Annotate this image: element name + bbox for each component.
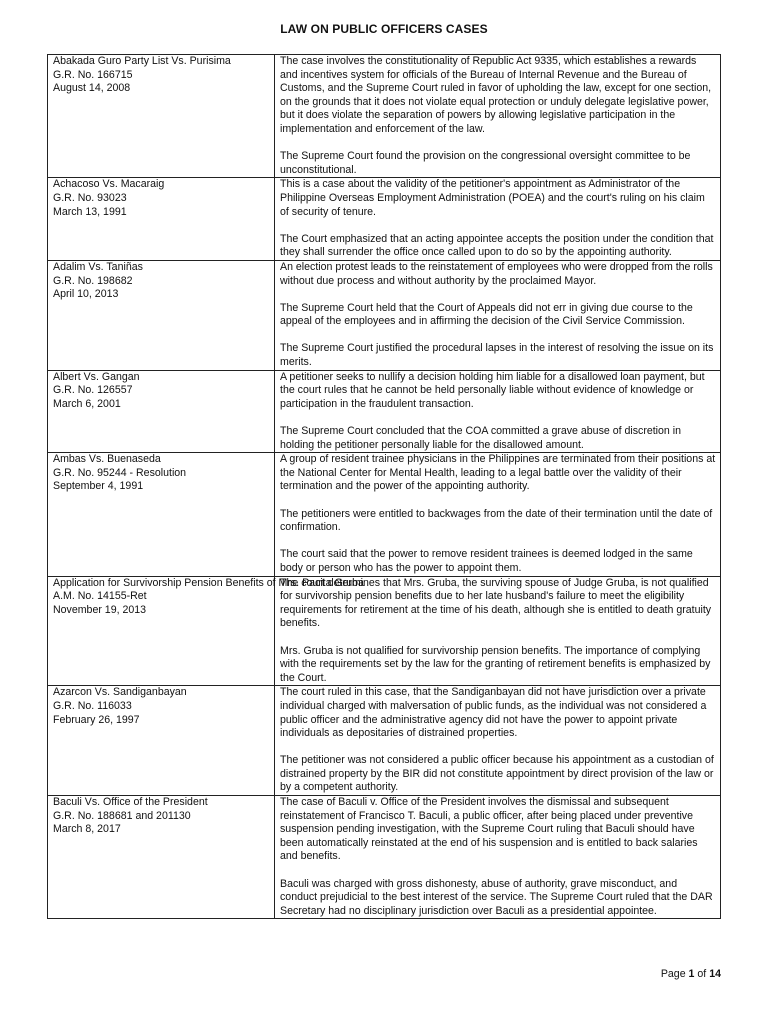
summary-paragraph: An election protest leads to the reinstatement of employees who were dropped from the rolls without due process and without authority by the proclaimed Mayor. — [280, 260, 713, 287]
case-gr: G.R. No. 126557 — [53, 384, 133, 397]
summary-paragraph: The Court emphasized that an acting appointee accepts the position under the condition that they shall surrender the office once called upon to do so by the appointing authority. — [280, 232, 714, 259]
case-date: March 6, 2001 — [53, 397, 121, 410]
page-label: Page — [660, 968, 686, 980]
case-name: Ambas Vs. Buenaseda — [53, 453, 161, 466]
case-summary-cell — [275, 453, 721, 576]
summary-paragraph: The case of Baculi v. Office of the President involves the dismissal and subsequent reinstatement of Francisco T. Baculi, a public officer, after being placed under preventive suspension pending investigation, with the Supreme Court ruling that Baculi should have been automatically reinstated at the end of his suspension and is entitled to back salaries and benefits. — [280, 796, 698, 863]
summary-paragraph: The Supreme Court justified the procedural lapses in the interest of resolving the issue on its merits. — [280, 342, 714, 369]
case-name: Albert Vs. Gangan — [53, 370, 140, 383]
cases-table — [47, 54, 721, 919]
of-label: of — [697, 968, 707, 980]
page-footer — [661, 968, 721, 980]
case-citation-cell — [48, 453, 275, 576]
case-name: Baculi Vs. Office of the President — [53, 796, 208, 809]
case-citation-cell — [48, 370, 275, 453]
case-summary-cell — [275, 686, 721, 796]
case-date: February 26, 1997 — [53, 713, 140, 726]
case-row — [48, 260, 721, 370]
case-date: November 19, 2013 — [53, 603, 147, 616]
case-date: March 13, 1991 — [53, 205, 127, 218]
summary-paragraph: A petitioner seeks to nullify a decision holding him liable for a disallowed loan payment, but the court rules that he cannot be held personally liable without evidence of knowledge or participation in the fraudulent transaction. — [280, 370, 705, 410]
summary-paragraph: The Supreme Court found the provision on the congressional oversight committee to be unconstitutional. — [280, 150, 691, 176]
case-row — [48, 178, 721, 261]
case-summary-cell — [275, 576, 721, 686]
case-summary-cell — [275, 55, 721, 178]
case-gr: A.M. No. 14155-Ret — [53, 590, 147, 603]
case-row — [48, 576, 721, 686]
case-row — [48, 370, 721, 453]
summary-paragraph: Baculi was charged with gross dishonesty, abuse of authority, grave misconduct, and conduct prejudicial to the best interest of the service. The Supreme Court ruled that the DAR Secretary had no disciplinary jurisdiction over Baculi as a presidential appointee. — [280, 877, 713, 917]
case-date: April 10, 2013 — [53, 288, 119, 301]
case-date: August 14, 2008 — [53, 82, 131, 95]
case-name: Abakada Guro Party List Vs. Purisima — [53, 55, 231, 67]
case-gr: G.R. No. 93023 — [53, 191, 127, 204]
case-row — [48, 796, 721, 919]
case-gr: G.R. No. 188681 and 201130 — [53, 809, 191, 822]
summary-paragraph: The court determines that Mrs. Gruba, the surviving spouse of Judge Gruba, is not qualified for survivorship pension benefits due to her late husband's failure to meet the eligibility requirements for retirement at the time of his death, although she is entitled to death gratuity benefits. — [280, 576, 712, 630]
case-date: March 8, 2017 — [53, 823, 121, 836]
case-name: Adalim Vs. Taniñas — [53, 260, 143, 273]
summary-paragraph: The Supreme Court concluded that the COA committed a grave abuse of discretion in holding the petitioner personally liable for the disallowed amount. — [280, 425, 682, 451]
case-summary-cell — [275, 260, 721, 370]
cases-table-body — [48, 55, 721, 919]
case-date: September 4, 1991 — [53, 480, 144, 493]
case-citation-cell — [48, 178, 275, 261]
summary-paragraph: The court ruled in this case, that the Sandiganbayan did not have jurisdiction over a private individual charged with malversation of public funds, as the individual was not considered a public officer and the administrative agency did not have the power to appoint private individuals as depositaries of distrained properties. — [280, 686, 707, 740]
document-title: LAW ON PUBLIC OFFICERS CASES — [280, 22, 488, 36]
case-gr: G.R. No. 166715 — [53, 68, 133, 81]
summary-paragraph: The court said that the power to remove resident trainees is deemed lodged in the same body or person who has the power to appoint them. — [280, 548, 693, 574]
case-name: Application for Survivorship Pension Benefits of Mrs. Pacita Gruba — [53, 576, 364, 589]
case-citation-cell — [48, 55, 275, 178]
case-citation-cell — [48, 686, 275, 796]
case-name: Achacoso Vs. Macaraig — [53, 178, 165, 191]
page-current: 1 — [688, 968, 695, 980]
summary-paragraph: This is a case about the validity of the petitioner's appointment as Administrator of the Philippine Overseas Employment Administration (POEA) and the court's ruling on his claim of security of tenure. — [280, 178, 705, 218]
case-summary-cell — [275, 178, 721, 261]
case-citation-cell — [48, 576, 364, 686]
case-row — [48, 55, 721, 178]
case-gr: G.R. No. 116033 — [53, 699, 132, 712]
summary-paragraph: The petitioner was not considered a public officer because his appointment as a custodian of distrained property by the BIR did not constitute appointment by direct provision of the law or by a competent authority. — [280, 754, 714, 794]
summary-paragraph: Mrs. Gruba is not qualified for survivorship pension benefits. The importance of complying with the requirements set by the law for the granting of retirement benefits is emphasized by the Court. — [280, 644, 711, 684]
summary-paragraph: The case involves the constitutionality of Republic Act 9335, which establishes a rewards and incentives system for officials of the Bureau of Internal Revenue and the Bureau of Customs, and the Supreme Court ruled in favor of upholding the law, except for one section, on the grounds that it does not violate equal protection or unduly delegate legislative power, but it does violate the separation of powers by allowing legislative participation in the implementation and enforcement of the law. — [280, 55, 712, 135]
case-gr: G.R. No. 198682 — [53, 274, 133, 287]
summary-paragraph: A group of resident trainee physicians in the Philippines are terminated from their positions at the National Center for Mental Health, leading to a legal battle over the validity of their termination and the power of the appointing authority. — [280, 453, 716, 493]
summary-paragraph: The Supreme Court held that the Court of Appeals did not err in giving due course to the appeal of the employees and in affirming the decision of the Civil Service Commission. — [280, 301, 693, 328]
summary-paragraph: The petitioners were entitled to backwages from the date of their termination until the date of confirmation. — [280, 507, 713, 534]
case-citation-cell — [48, 796, 275, 919]
case-summary-cell — [275, 796, 721, 919]
case-row — [48, 453, 721, 576]
page-total: 14 — [709, 968, 721, 980]
case-row — [48, 686, 721, 796]
case-citation-cell — [48, 260, 275, 370]
case-gr: G.R. No. 95244 - Resolution — [53, 466, 187, 479]
case-name: Azarcon Vs. Sandiganbayan — [53, 686, 187, 699]
case-summary-cell — [275, 370, 721, 453]
